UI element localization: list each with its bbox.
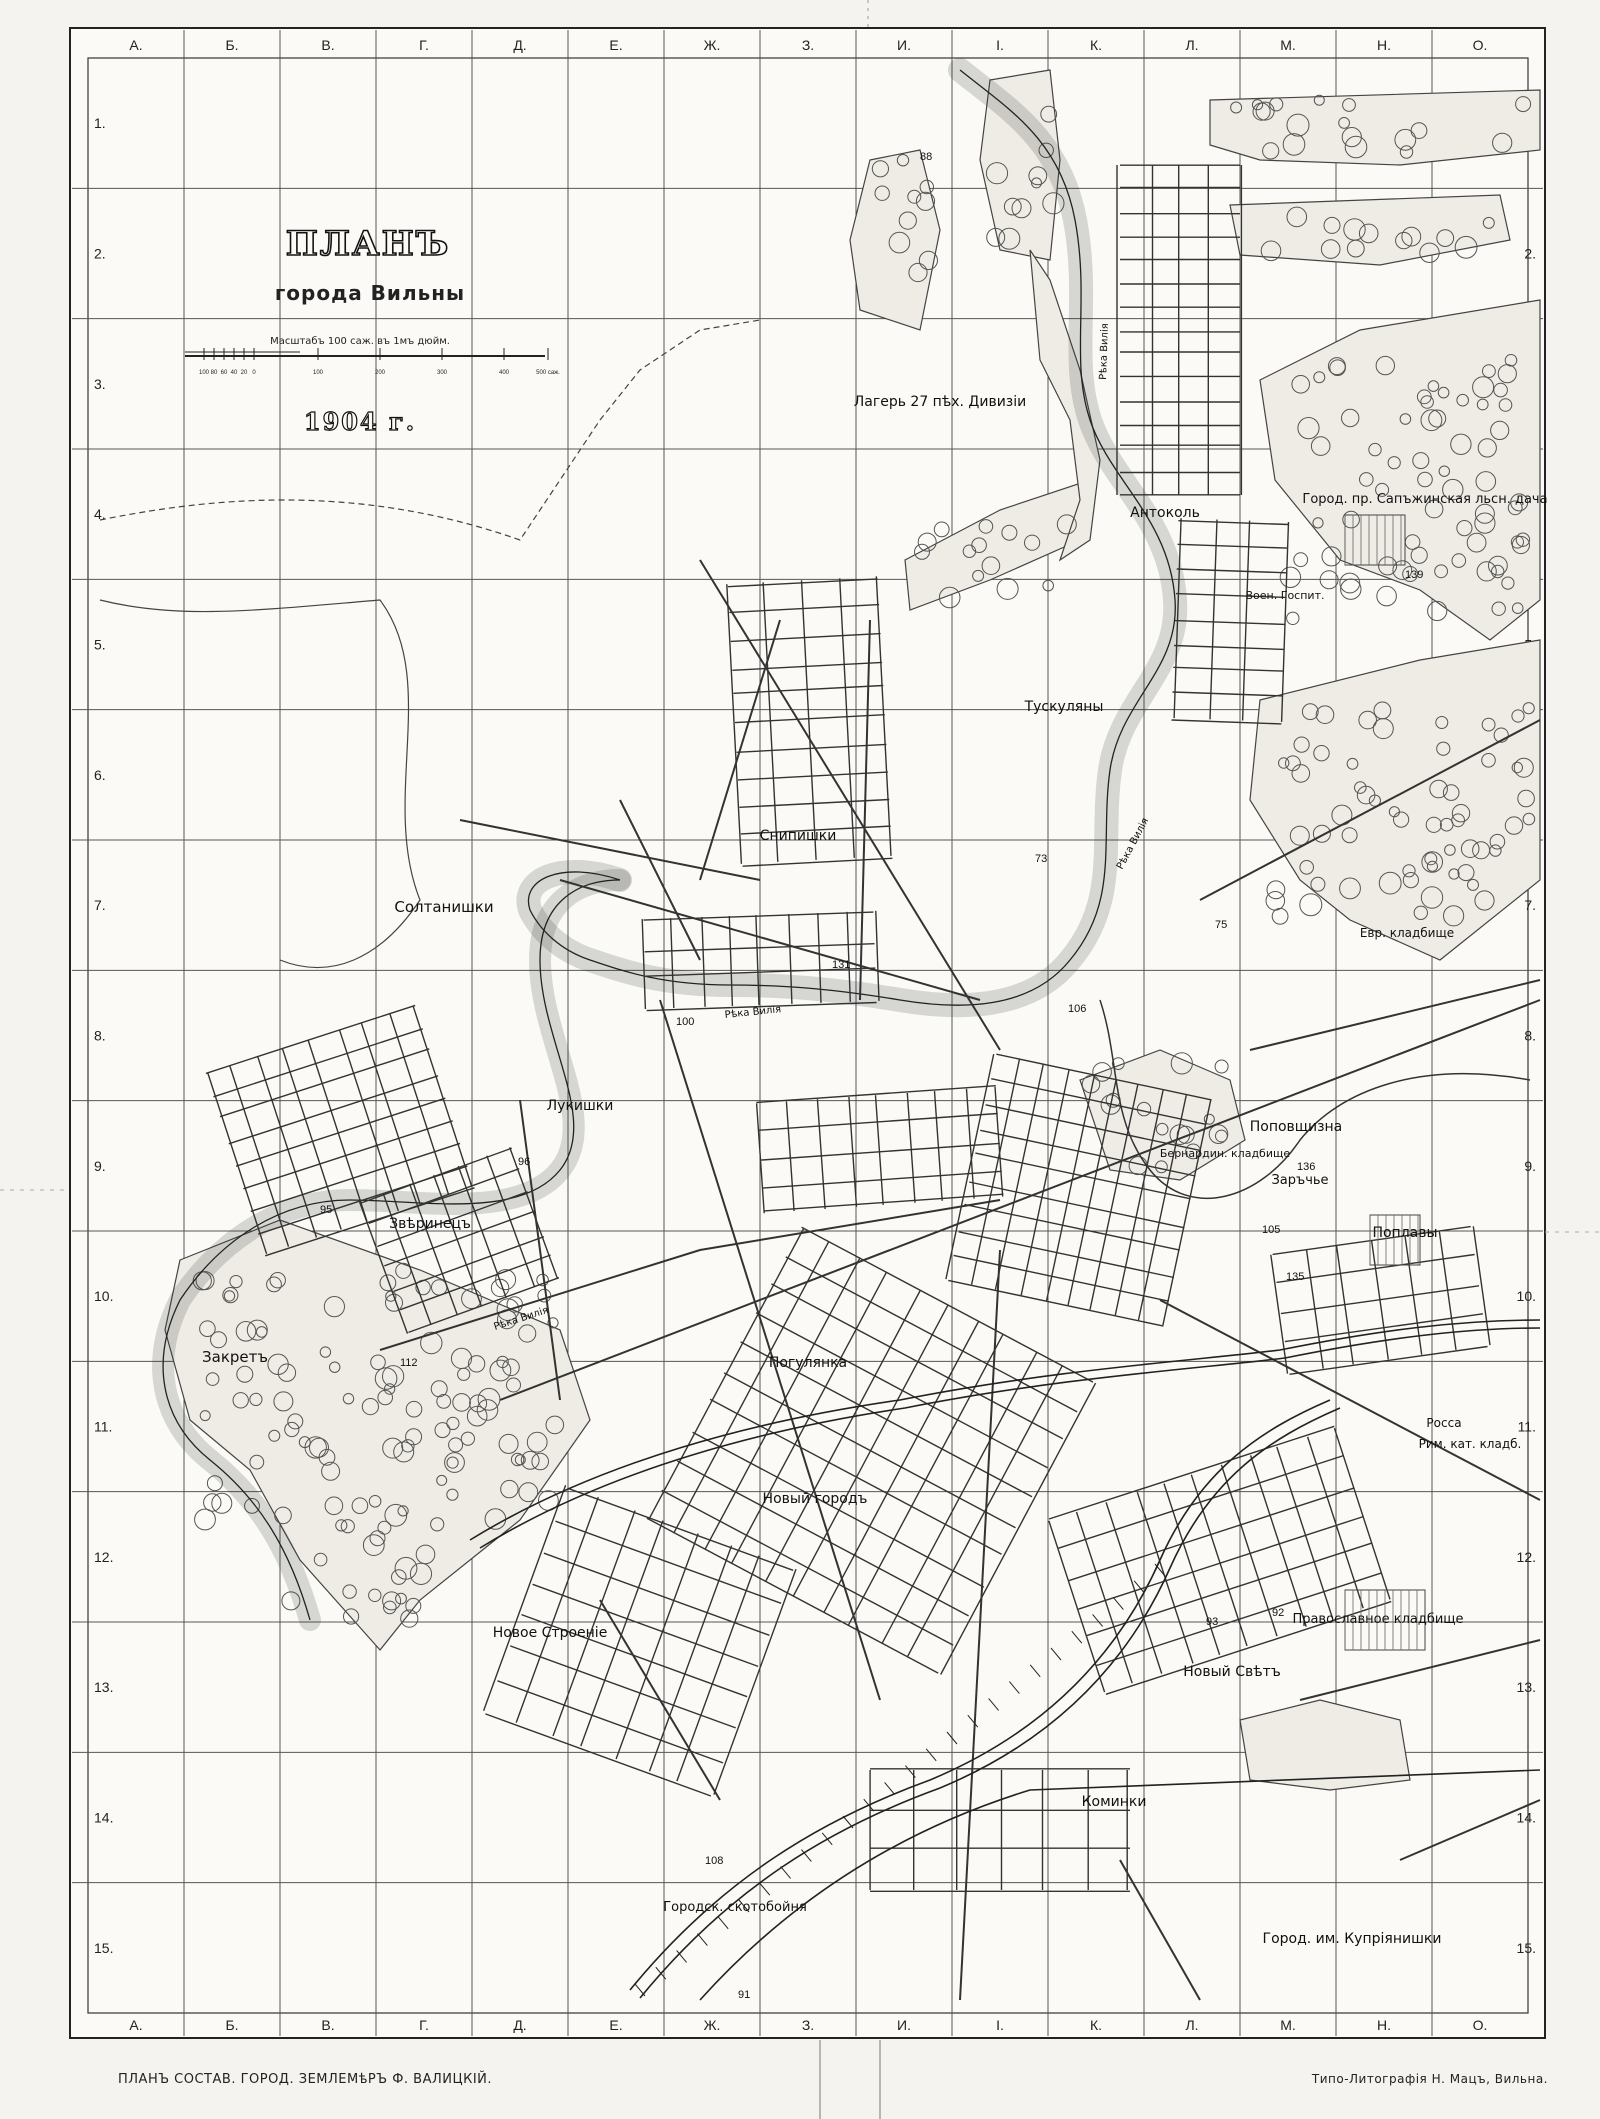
district-label: Солтанишки	[394, 898, 494, 916]
district-label: Коминки	[1081, 1794, 1147, 1810]
grid-column-label-top: К.	[1089, 37, 1103, 53]
district-label: Город. пр. Сапъжинская льсн. дача	[1302, 492, 1548, 507]
district-label: Новый городъ	[762, 1491, 868, 1507]
grid-column-label-top: Ж.	[703, 37, 721, 53]
grid-row-label-left: 4.	[94, 506, 106, 523]
grid-column-label-bottom: З.	[801, 2017, 815, 2033]
grid-row-label-left: 2.	[94, 245, 106, 262]
scale-tick-label: 40	[230, 370, 238, 376]
grid-column-label-bottom: Л.	[1185, 2017, 1199, 2033]
plot-number: 88	[920, 151, 933, 163]
district-label: Новое Строеніе	[492, 1625, 608, 1641]
district-label: Антоколь	[1130, 505, 1200, 521]
grid-row-label-right: 15.	[1516, 1939, 1536, 1956]
map-title: ПЛАНЪ	[285, 224, 451, 264]
district-label: Православное кладбище	[1292, 1612, 1464, 1627]
grid-column-label-top: М.	[1280, 37, 1296, 53]
map-year: 1904 г.	[303, 407, 417, 436]
grid-row-label-left: 1.	[94, 115, 106, 132]
river-label: Рѣка Вилія	[1098, 323, 1111, 381]
plot-number: 112	[400, 1357, 418, 1369]
grid-row-label-left: 12.	[94, 1548, 114, 1565]
grid-column-label-bottom: Г.	[419, 2017, 429, 2033]
river-label: Рѣка Вилія	[492, 1304, 550, 1333]
grid-column-label-top: И.	[897, 37, 911, 53]
grid-column-label-top: А.	[129, 37, 143, 53]
grid-column-label-bottom: К.	[1089, 2017, 1103, 2033]
scale-label: Масштабъ 100 саж. въ 1мъ дюйм.	[270, 336, 450, 347]
grid-row-label-right: 11.	[1517, 1418, 1536, 1435]
plot-number: 95	[320, 1204, 333, 1216]
plot-number: 96	[518, 1156, 531, 1168]
grid-column-label-top: З.	[801, 37, 815, 53]
grid-column-label-top: Б.	[225, 37, 239, 53]
grid-row-label-left: 8.	[94, 1027, 106, 1044]
grid-row-label-right: 13.	[1516, 1679, 1536, 1696]
grid-row-label-left: 15.	[94, 1939, 114, 1956]
district-label: Снипишки	[759, 828, 837, 844]
district-label: Поповщизна	[1249, 1119, 1343, 1135]
district-label: Поплавы	[1372, 1225, 1438, 1241]
grid-row-label-right: 7.	[1524, 897, 1536, 914]
grid-row-label-right: 12.	[1516, 1548, 1536, 1565]
grid-column-label-top: Л.	[1185, 37, 1199, 53]
grid-row-label-left: 7.	[94, 897, 106, 914]
grid-column-label-bottom: А.	[129, 2017, 143, 2033]
footer-credit-printer: Типо-Литографія Н. Мацъ, Вильна.	[1311, 2072, 1548, 2086]
grid-row-label-left: 5.	[94, 636, 106, 653]
grid-column-label-bottom: И.	[897, 2017, 911, 2033]
plot-number: 93	[1206, 1616, 1219, 1628]
scale-tick-label: 80	[210, 370, 218, 376]
grid-row-label-left: 13.	[94, 1679, 114, 1696]
grid-column-label-top: О.	[1472, 37, 1488, 53]
plot-number: 106	[1068, 1003, 1087, 1015]
plot-number: 91	[738, 1989, 751, 2001]
scale-tick-label: 100	[312, 370, 324, 376]
district-label: Росса	[1426, 1416, 1462, 1430]
grid-column-label-bottom: М.	[1280, 2017, 1296, 2033]
grid-column-label-bottom: Б.	[225, 2017, 239, 2033]
river-label: Рѣка Вилія	[1114, 816, 1152, 872]
scale-tick-label: 60	[220, 370, 228, 376]
district-label: Евр. кладбище	[1359, 926, 1455, 940]
grid-column-label-top: Г.	[419, 37, 429, 53]
district-label: Воен. Госпит.	[1245, 589, 1325, 602]
district-label: Лагерь 27 пѣх. Дивизіи	[853, 394, 1027, 410]
scale-tick-label: 300	[436, 370, 448, 376]
grid-row-label-right: 14.	[1516, 1809, 1536, 1826]
district-label: Звѣринецъ	[389, 1216, 471, 1232]
grid-column-label-bottom: Д.	[513, 2017, 527, 2033]
district-label: Лукишки	[546, 1098, 614, 1114]
plot-number: 131	[832, 959, 851, 971]
grid-row-label-left: 6.	[94, 766, 106, 783]
plot-number: 105	[1262, 1224, 1281, 1236]
scale-tick-label: 20	[240, 370, 248, 376]
plot-number: 108	[705, 1855, 724, 1867]
grid-row-label-right: 10.	[1516, 1288, 1536, 1305]
plot-number: 75	[1215, 919, 1228, 931]
district-label: Погулянка	[768, 1355, 848, 1371]
district-label: Заръчье	[1271, 1173, 1329, 1188]
grid-row-label-left: 10.	[94, 1288, 114, 1305]
map-subtitle: города Вильны	[274, 281, 466, 305]
grid-row-label-left: 14.	[94, 1809, 114, 1826]
grid-column-label-bottom: Ж.	[703, 2017, 721, 2033]
grid-column-label-top: І.	[996, 37, 1004, 53]
grid-row-label-right: 8.	[1524, 1027, 1536, 1044]
river-label: Рѣка Вилія	[724, 1004, 782, 1021]
district-label: Город. им. Купріянишки	[1262, 1931, 1442, 1947]
plot-number: 139	[1405, 569, 1424, 581]
plot-number: 73	[1035, 853, 1048, 865]
scale-tick-label: 0	[252, 370, 256, 376]
scale-tick-label: 200	[374, 370, 386, 376]
grid-column-label-top: Е.	[609, 37, 623, 53]
grid-column-label-bottom: Е.	[609, 2017, 623, 2033]
grid-column-label-top: Н.	[1377, 37, 1391, 53]
grid-row-label-right: 2.	[1524, 245, 1536, 262]
scale-tick-label: 500 саж.	[536, 370, 560, 376]
grid-row-label-left: 11.	[94, 1418, 113, 1435]
district-label: Новый Свѣтъ	[1183, 1664, 1281, 1680]
grid-column-label-bottom: О.	[1472, 2017, 1488, 2033]
grid-row-label-right: 9.	[1524, 1157, 1536, 1174]
grid-column-label-top: Д.	[513, 37, 527, 53]
district-label: Городск. скотобойня	[663, 1900, 807, 1915]
district-label: Закретъ	[202, 1348, 268, 1366]
plot-number: 92	[1272, 1607, 1285, 1619]
scale-tick-label: 400	[498, 370, 510, 376]
district-label: Тускуляны	[1024, 699, 1104, 715]
footer-credit-surveyor: ПЛАНЪ СОСТАВ. ГОРОД. ЗЕМЛЕМѣРЪ Ф. ВАЛИЦКІЙ.	[118, 2072, 493, 2087]
plot-number: 136	[1297, 1161, 1316, 1173]
district-label: Рим. кат. кладб.	[1418, 1437, 1522, 1451]
grid-row-label-left: 3.	[94, 375, 106, 392]
plot-number: 135	[1286, 1271, 1305, 1283]
grid-column-label-bottom: Н.	[1377, 2017, 1391, 2033]
grid-column-label-bottom: В.	[321, 2017, 335, 2033]
plot-number: 100	[676, 1016, 695, 1028]
grid-column-label-top: В.	[321, 37, 335, 53]
scale-tick-label: 100	[198, 370, 210, 376]
grid-row-label-left: 9.	[94, 1157, 106, 1174]
grid-column-label-bottom: І.	[996, 2017, 1004, 2033]
district-label: Бернардин. кладбище	[1159, 1147, 1291, 1160]
